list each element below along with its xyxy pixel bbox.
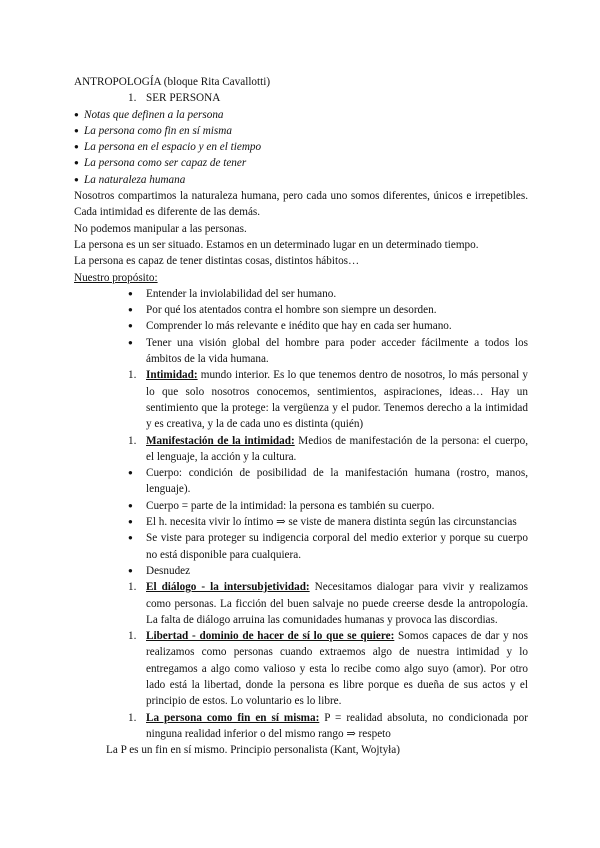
note-item: ● La persona en el espacio y en el tiempo — [74, 139, 528, 155]
item-number: 1. — [128, 581, 137, 594]
item-term: La persona como fin en sí misma: — [146, 711, 320, 724]
note-item: ● La persona como ser capaz de tener — [74, 155, 528, 171]
purpose-item: ● Por qué los atentados contra el hombre son siempre un desorden. — [74, 302, 528, 318]
item-term: Intimidad: — [146, 369, 198, 382]
note-item: ● Notas que definen a la persona — [74, 107, 528, 123]
item-text: P = realidad absoluta, no condicionada por ninguna realidad inferior o del mismo rango ⇒ respeto — [146, 711, 528, 740]
paragraph: Nosotros compartimos la naturaleza humana, pero cada uno somos diferentes, únicos e irrepetibles. Cada intimidad es diferente de las demás. — [74, 190, 528, 219]
section-number: 1. — [128, 92, 137, 105]
item-text: mundo interior. Es lo que tenemos dentro de nosotros, lo más personal y lo que solo nosotros conocemos, sentimientos, aspiraciones, ideas… Hay un sentimiento que la protege: la vergüenza y el pudor. Tenemos derecho a la intimidad y es creativa, y la de cada uno es distinta (quién) — [146, 369, 528, 431]
closing-line: La P es un fin en sí mismo. Principio personalista (Kant, Wojtyła) — [106, 744, 400, 757]
item-term: Manifestación de la intimidad: — [146, 434, 295, 447]
item-number: 1. — [128, 369, 137, 382]
body-item: ● Desnudez — [74, 563, 528, 579]
item-text: Medios de manifestación de la persona: el cuerpo, el lenguaje, la acción y la cultura. — [146, 434, 528, 463]
purpose-item: ● Comprender lo más relevante e inédito que hay en cada ser humano. — [74, 318, 528, 334]
notes-list — [74, 107, 528, 188]
paragraph: No podemos manipular a las personas. — [74, 222, 247, 235]
numbered-item-libertad — [74, 628, 528, 709]
item-number: 1. — [128, 630, 137, 643]
item-term: Libertad - dominio de hacer de sí lo que se quiere: — [146, 630, 395, 643]
body-list — [74, 465, 528, 579]
numbered-item-dialogo — [74, 579, 528, 628]
purpose-list — [74, 286, 528, 367]
item-number: 1. — [128, 711, 137, 724]
body-item: ● Cuerpo: condición de posibilidad de la manifestación humana (rostro, manos, lenguaje). — [74, 465, 528, 498]
body-item: ● Se viste para proteger su indigencia corporal del medio exterior y porque su cuerpo no está disponible para cualquiera. — [74, 530, 528, 563]
purpose-heading: Nuestro propósito: — [74, 271, 158, 284]
body-item: ● El h. necesita vivir lo íntimo ⇒ se viste de manera distinta según las circunstancias — [74, 514, 528, 530]
item-term: El diálogo - la intersubjetividad: — [146, 581, 310, 594]
numbered-item-manifestacion — [74, 433, 528, 466]
item-text: Necesitamos dialogar para vivir y realizamos como personas. La ficción del buen salvaje no puede creerse desde la antropología. La falta de diálogo arruina las comunidades humanas y provoca las discordias. — [146, 581, 528, 626]
item-text: Somos capaces de dar y nos realizamos como personas cuando extraemos algo de nuestra intimidad y lo entregamos a algo como valioso y esta lo recibe como algo suyo (amor). Por otro lado está la libertad, donde la persona es libre porque es dueña de sus actos y el principio de estos. Lo voluntario es lo libre. — [146, 630, 528, 708]
body-item: ● Cuerpo = parte de la intimidad: la persona es también su cuerpo. — [74, 498, 528, 514]
document-page — [74, 74, 528, 758]
section-heading — [74, 90, 528, 106]
paragraph: La persona es un ser situado. Estamos en un determinado lugar en un determinado tiempo. — [74, 238, 479, 251]
numbered-item-fin — [74, 710, 528, 743]
purpose-item: ● Entender la inviolabilidad del ser humano. — [74, 286, 528, 302]
numbered-list — [74, 367, 528, 465]
section-label: SER PERSONA — [146, 92, 221, 105]
numbered-list-2 — [74, 579, 528, 742]
paragraph: La persona es capaz de tener distintas cosas, distintos hábitos… — [74, 255, 360, 268]
note-item: ● La persona como fin en sí misma — [74, 123, 528, 139]
purpose-item: ● Tener una visión global del hombre para poder acceder fácilmente a todos los ámbitos de la vida humana. — [74, 335, 528, 368]
item-number: 1. — [128, 434, 137, 447]
document-title: ANTROPOLOGÍA (bloque Rita Cavallotti) — [74, 76, 271, 88]
numbered-item-intimidad — [74, 367, 528, 432]
note-item: ● La naturaleza humana — [74, 172, 528, 188]
